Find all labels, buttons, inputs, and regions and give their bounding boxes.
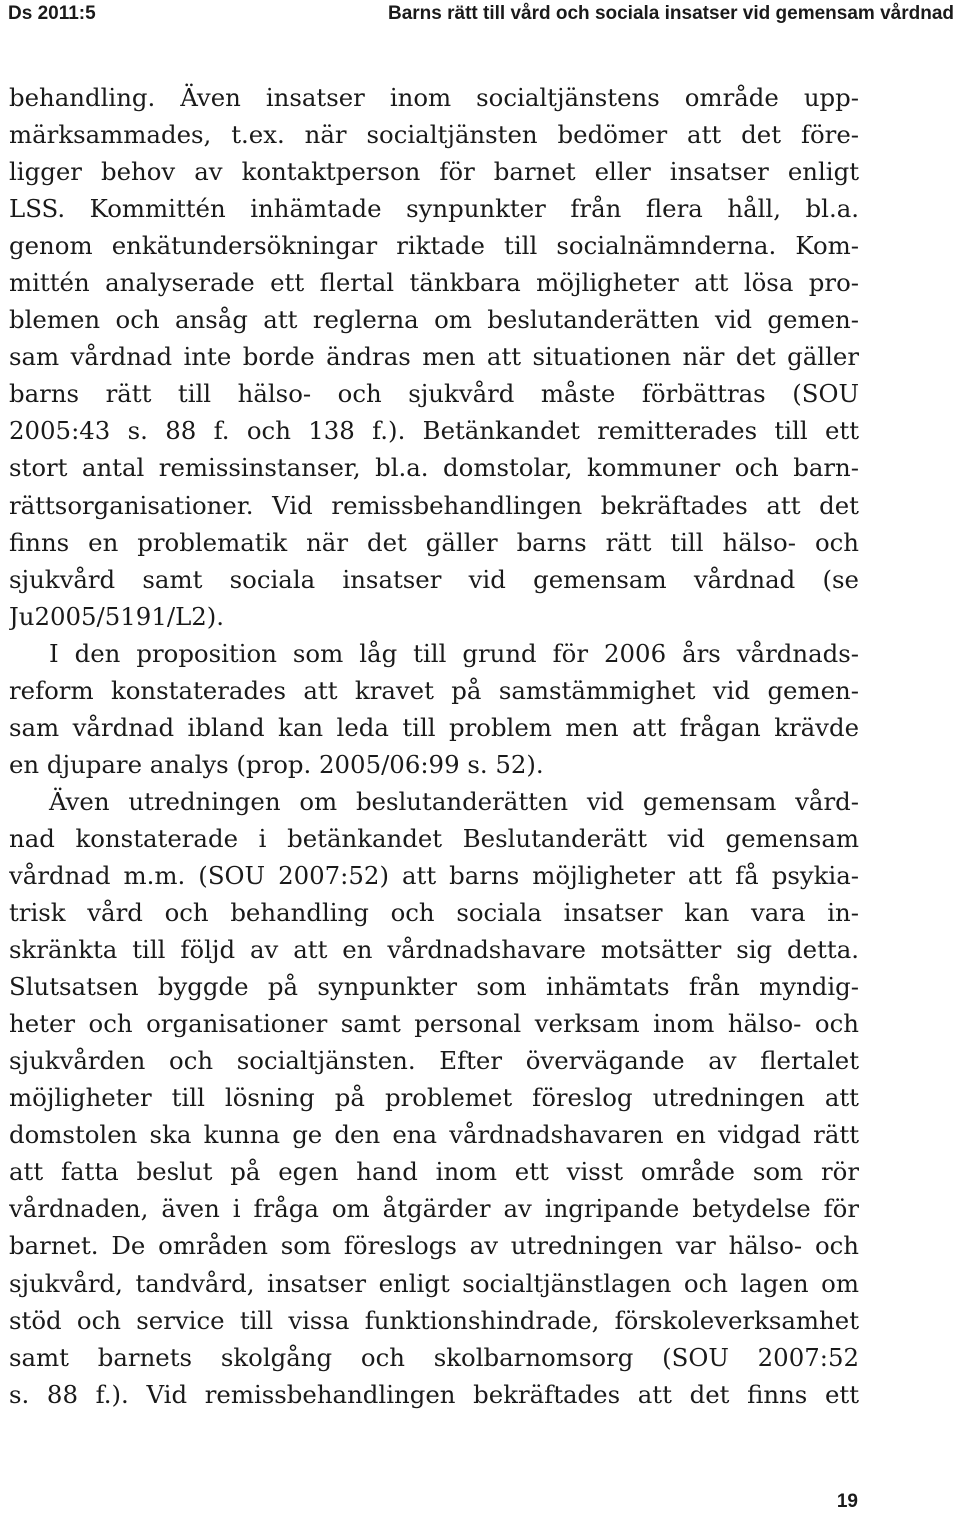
text-line: ligger behov av kontaktperson för barnet eller insatser enligt <box>9 157 859 187</box>
text-line: att fatta beslut på egen hand inom ett visst område som rör <box>9 1157 859 1187</box>
text-line: möjligheter till lösning på problemet föreslog utredningen att <box>9 1083 859 1113</box>
text-line: sam vårdnad ibland kan leda till problem men att frågan krävde <box>9 712 859 742</box>
text-line: märksammades, t.ex. när socialtjänsten bedömer att det före- <box>9 120 859 150</box>
text-line: blemen och ansåg att reglerna om beslutanderätten vid gemen- <box>9 305 859 335</box>
text-line: Ju2005/5191/L2). <box>9 601 225 631</box>
text-line: domstolen ska kunna ge den ena vårdnadshavaren en vidgad rätt <box>9 1120 859 1150</box>
text-line: finns en problematik när det gäller barns rätt till hälso- och <box>9 527 859 557</box>
text-line: sjukvården och socialtjänsten. Efter övervägande av flertalet <box>9 1046 859 1076</box>
text-line: reform konstaterades att kravet på samstämmighet vid gemen- <box>9 675 859 705</box>
body-text <box>9 79 859 1413</box>
text-line: skränkta till följd av att en vårdnadshavare motsätter sig detta. <box>9 935 859 965</box>
text-line: sjukvård, tandvård, insatser enligt socialtjänstlagen och lagen om <box>9 1268 859 1298</box>
document-id: Ds 2011:5 <box>8 3 96 24</box>
text-line: vårdnad m.m. (SOU 2007:52) att barns möjligheter att få psykia- <box>9 860 859 890</box>
text-line: sjukvård samt sociala insatser vid gemensam vårdnad (se <box>9 564 859 594</box>
text-line: stöd och service till vissa funktionshindrade, förskoleverksamhet <box>9 1305 859 1335</box>
text-line: barns rätt till hälso- och sjukvård måste förbättras (SOU <box>9 379 859 409</box>
page-header <box>0 0 960 36</box>
text-line: genom enkätundersökningar riktade till socialnämnderna. Kom- <box>9 231 859 261</box>
text-line: LSS. Kommittén inhämtade synpunkter från flera håll, bl.a. <box>9 194 859 224</box>
running-title: Barns rätt till vård och sociala insatser vid gemensam vårdnad <box>388 3 954 24</box>
text-line: nad konstaterade i betänkandet Beslutanderätt vid gemensam <box>9 823 859 853</box>
text-line: vårdnaden, även i fråga om åtgärder av ingripande betydelse för <box>9 1194 859 1224</box>
text-line: 2005:43 s. 88 f. och 138 f.). Betänkandet remitterades till ett <box>9 416 859 446</box>
page-number: 19 <box>836 1491 858 1512</box>
text-line: samt barnets skolgång och skolbarnomsorg (SOU 2007:52 <box>9 1342 859 1372</box>
text-line: behandling. Även insatser inom socialtjänstens område upp- <box>9 83 859 112</box>
text-line: mittén analyserade ett flertal tänkbara möjligheter att lösa pro- <box>9 268 859 298</box>
text-line: en djupare analys (prop. 2005/06:99 s. 52). <box>9 749 544 779</box>
text-line: sam vårdnad inte borde ändras men att situationen när det gäller <box>9 342 859 372</box>
text-line: heter och organisationer samt personal verksam inom hälso- och <box>9 1009 859 1039</box>
text-line: trisk vård och behandling och sociala insatser kan vara in- <box>9 898 859 928</box>
paragraph-first-line: I den proposition som låg till grund för 2006 års vårdnads- <box>49 638 859 668</box>
text-line: Slutsatsen byggde på synpunkter som inhämtats från myndig- <box>9 972 859 1002</box>
text-line: rättsorganisationer. Vid remissbehandlingen bekräftades att det <box>9 490 859 520</box>
paragraph-first-line: Även utredningen om beslutanderätten vid gemensam vård- <box>49 786 859 816</box>
text-line: barnet. De områden som föreslogs av utredningen var hälso- och <box>9 1231 859 1261</box>
text-line: s. 88 f.). Vid remissbehandlingen bekräftades att det finns ett <box>9 1379 859 1409</box>
text-line: stort antal remissinstanser, bl.a. domstolar, kommuner och barn- <box>9 453 859 483</box>
